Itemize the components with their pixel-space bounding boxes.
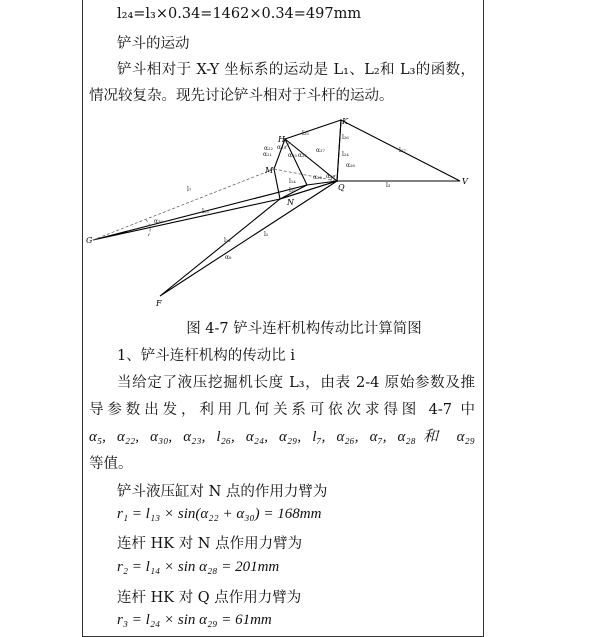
para1-line2: 情况较复杂。现先讨论铲斗相对于斗杆的运动。 [89, 88, 394, 104]
label-l15: l₁₅ [289, 187, 296, 194]
label-alpha26: α₂₆ [346, 162, 355, 169]
label-alpha25: α₂₅ [288, 152, 297, 159]
link-h-k-q [285, 120, 341, 181]
link-f-q-n [160, 181, 337, 296]
label-l3: l₃ [386, 182, 391, 189]
label-l2: l₂ [264, 231, 269, 238]
para2-line4: 等值。 [89, 456, 133, 472]
label-l26: l₂₆ [342, 134, 349, 141]
r2-label: 连杆 HK 对 N 点作用力臂为 [117, 536, 303, 552]
label-l12: l₁₂ [224, 237, 231, 244]
r1-label: 铲斗液压缸对 N 点的作用力臂为 [117, 484, 328, 500]
para2-symbols: α₅, α₂₂, α₃₀, α₂₃, l₂₆, α₂₄, α₂₉, l₇, α₂₆, α₇, α₂₈和 α₂₉ [89, 429, 475, 445]
formula-l24: l₂₄=l₃×0.34=1462×0.34=497mm [117, 6, 362, 22]
dashed-g-m [93, 169, 274, 240]
label-alpha23: α₂₃ [277, 144, 286, 151]
linkage-diagram [84, 112, 480, 308]
heading-bucket-motion: 铲斗的运动 [117, 36, 190, 52]
label-l27: l₂₇ [399, 147, 406, 154]
label-alpha30: α₃₀ [154, 218, 163, 225]
label-l14: l₁₄ [289, 178, 296, 185]
label-alpha24: α₂₄ [298, 152, 307, 159]
label-alpha22: α₂₂ [264, 145, 273, 152]
r3-formula: r₃ = l₂₄ × sin α₂₉ = 61mm [117, 612, 272, 628]
para2-line2: 导参数出发，利用几何关系可依次求得图 4-7 中 [89, 402, 475, 418]
label-l13: l₁₃ [202, 208, 209, 215]
label-alpha28: α₂₈ [313, 174, 322, 181]
label-alpha27: α₂₇ [316, 147, 325, 154]
point-q: Q [338, 183, 345, 192]
section-title: 1、铲斗连杆机构的传动比 i [117, 348, 295, 364]
label-l25: l₂₅ [302, 130, 309, 137]
label-alpha29: α₂₉ [326, 173, 335, 180]
point-n: N [287, 198, 294, 207]
point-f: F [156, 299, 162, 308]
point-h: H [278, 135, 285, 144]
label-alpha8: α₈ [225, 254, 232, 261]
para2-line1: 当给定了液压挖掘机长度 L₃，由表 2-4 原始参数及推 [117, 375, 475, 391]
point-v: V [462, 177, 468, 186]
link-g-q-n [93, 181, 337, 240]
para1-line1: 铲斗相对于 X-Y 坐标系的运动是 L₁、L₂和 L₃的函数， [117, 62, 475, 78]
label-l24: l₂₄ [342, 151, 349, 158]
r1-formula: r₁ = l₁₃ × sin(α₂₂ + α₃₀) = 168mm [117, 506, 322, 522]
label-l7: l₇ [187, 186, 192, 193]
figure-caption: 图 4-7 铲斗连杆机构传动比计算简图 [186, 321, 422, 337]
r2-formula: r₂ = l₁₄ × sin α₂₈ = 201mm [117, 559, 280, 575]
point-k: K [342, 117, 348, 126]
point-g: G [86, 236, 93, 245]
point-m: M [265, 166, 274, 175]
r3-label: 连杆 HK 对 Q 点作用力臂为 [117, 590, 302, 606]
label-alpha21: α₂₁ [263, 151, 272, 158]
